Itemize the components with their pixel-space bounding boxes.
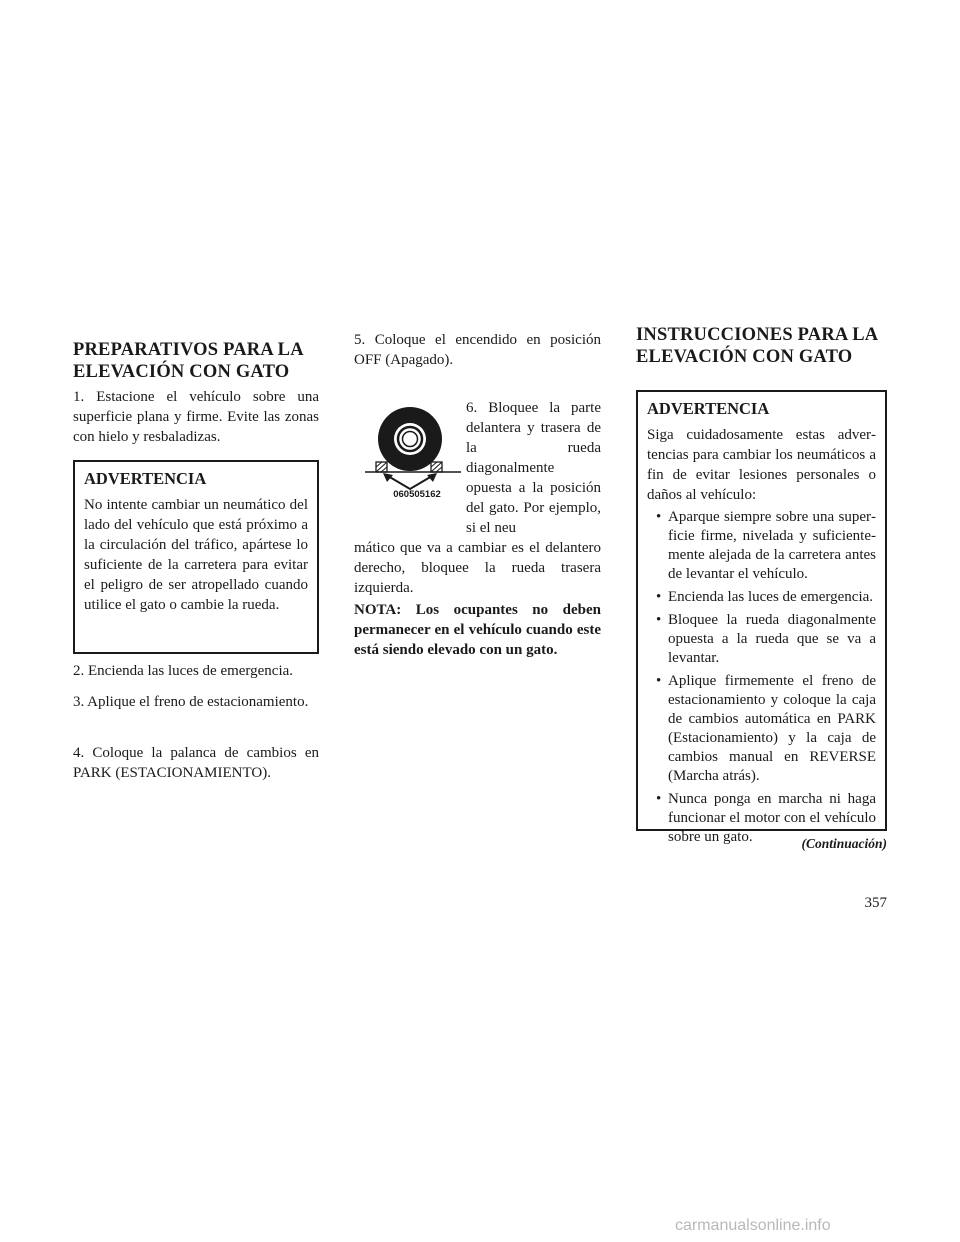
warning-bullet-list: [647, 508, 876, 847]
warning-text: No intente cambiar un neumático del lado del vehículo que está próximo a la circulación del tráfico, apártese lo suficiente de la carretera para evitar el peligro de ser atropellado cuando utilice el gato o cambie la rueda.: [84, 497, 308, 613]
step-6-part-b: mático que va a cambiar es el delantero derecho, bloquee la rueda trasera izquierda.: [354, 540, 601, 596]
warning-bullet: • Nunca ponga en marcha ni haga funcionar el motor con el vehículo sobre un gato.: [647, 790, 876, 847]
page-number: 357: [864, 895, 887, 911]
warning-title: ADVERTENCIA: [647, 399, 770, 418]
safety-note: NOTA: Los ocupantes no deben permanecer en el vehículo cuando este está siendo elevado con un gato.: [354, 602, 601, 658]
warning-intro: Siga cuidadosamente estas advertencias para cambiar los neumáticos a fin de evitar lesiones personales o daños al vehículo:: [647, 427, 876, 503]
arrows-icon: [388, 476, 432, 489]
warning-bullet: • Aparque siempre sobre una superficie firme, nivelada y suficientemente alejada de la carretera antes de levantar el vehículo.: [647, 508, 876, 584]
warning-bullet: • Encienda las luces de emergencia.: [647, 588, 876, 607]
warning-title: ADVERTENCIA: [84, 469, 207, 488]
section-heading-preparativos: PREPARATIVOS PARA LA ELEVACIÓN CON GATO: [73, 340, 304, 382]
step-6-part-a: 6. Bloquee la parte delantera y trasera de la rueda diagonalmente opuesta a la posición del gato. Por ejemplo, si el neu: [466, 400, 601, 536]
step-3: 3. Aplique el freno de estacionamiento.: [73, 694, 309, 710]
warning-bullet: • Aplique firmemente el freno de estacionamiento y coloque la caja de cambios automática en PARK (Estacionamiento) y la caja de cambios manual en REVERSE (Marcha atrás).: [647, 672, 876, 786]
step-1: 1. Estacione el vehículo sobre una superficie plana y firme. Evite las zonas con hielo y resbaladizas.: [73, 389, 319, 445]
wheel-chock-figure: [365, 407, 469, 499]
step-2: 2. Encienda las luces de emergencia.: [73, 663, 294, 679]
figure-code: 060505162: [393, 489, 441, 499]
step-4: 4. Coloque la palanca de cambios en PARK (ESTACIONAMIENTO).: [73, 745, 319, 781]
watermark: carmanualsonline.info: [675, 1217, 831, 1234]
continued-label: (Continuación): [801, 836, 887, 851]
warning-box-left: [73, 460, 319, 654]
warning-bullet: • Bloquee la rueda diagonalmente opuesta a la rueda que se va a levantar.: [647, 611, 876, 668]
section-heading-instrucciones: INSTRUCCIONES PARA LA ELEVACIÓN CON GATO: [636, 325, 879, 367]
step-5: 5. Coloque el encendido en posición OFF (Apagado).: [354, 332, 601, 368]
